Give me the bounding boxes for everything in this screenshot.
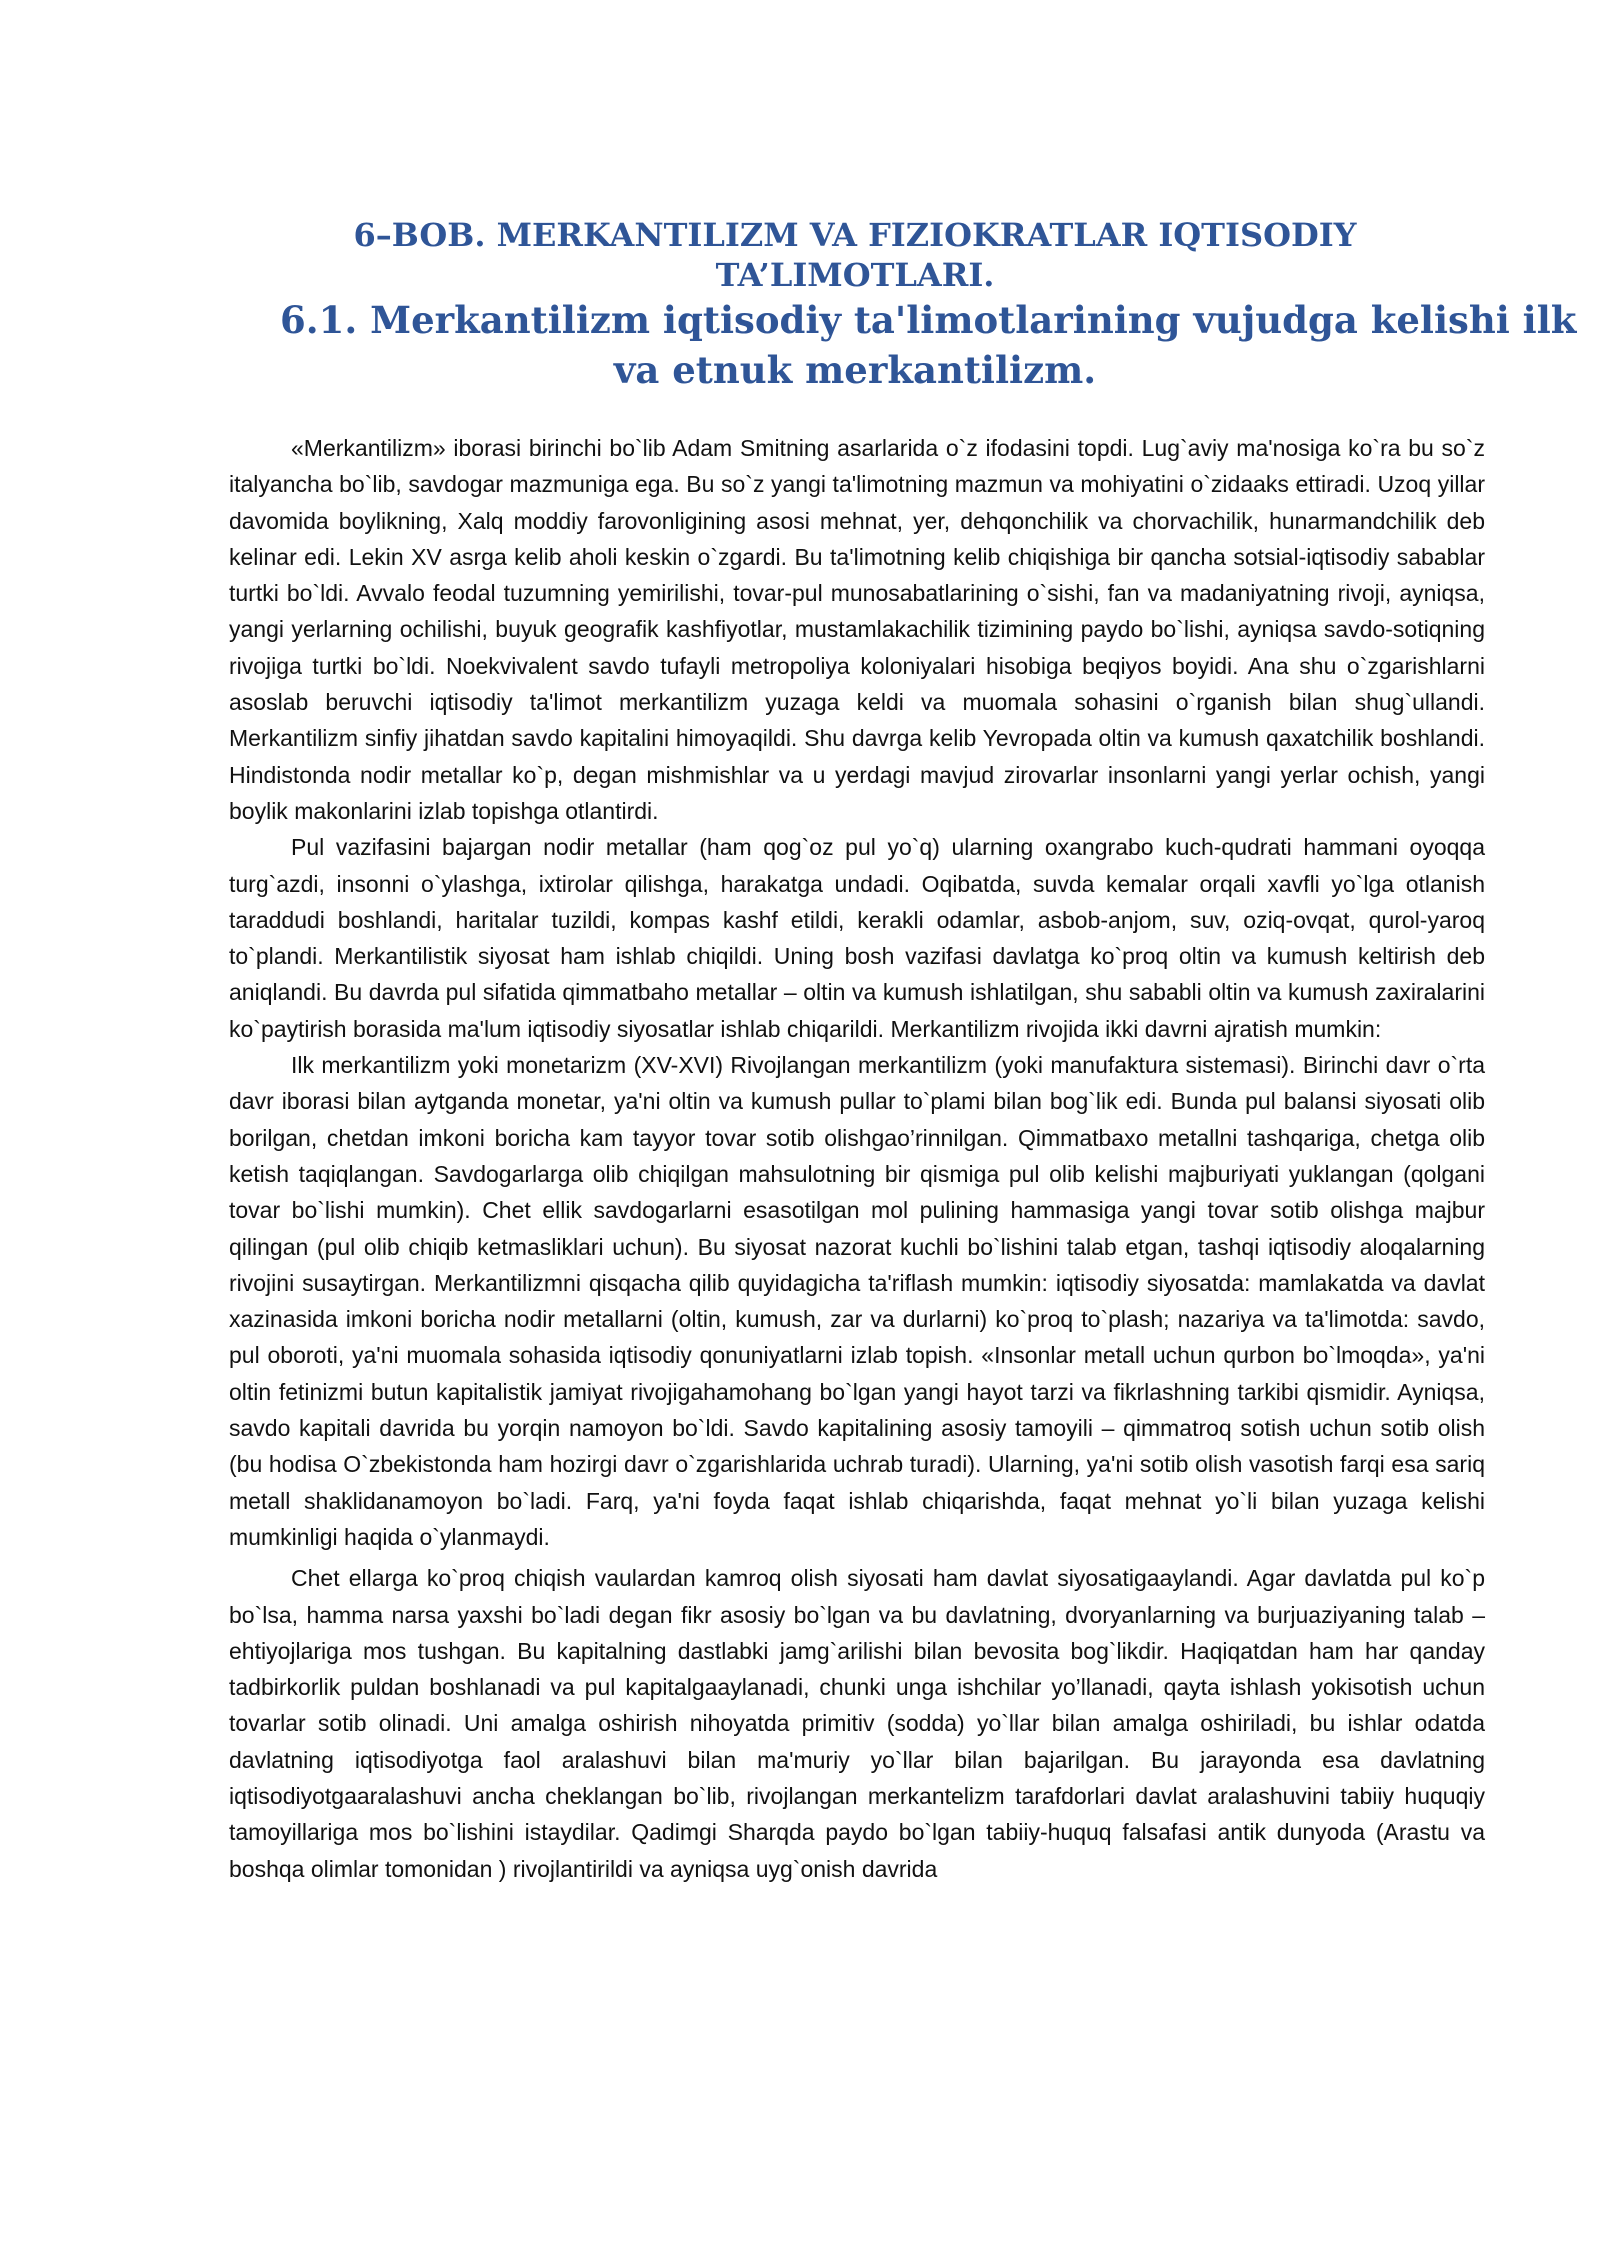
- paragraph: «Merkantilizm» iborasi birinchi bo`lib Adam Smitning asarlarida o`z ifodasini topdi. Lug`aviy ma'nosiga ko`ra bu so`z italyancha bo`lib, savdogar mazmuniga ega. Bu so`z yangi ta'limotning mazmun va mohiyatini o`zidaaks ettiradi. Uzoq yillar davomida boylikning, Xalq moddiy farovonligining asosi mehnat, yer, dehqonchilik va chorvachilik, hunarmandchilik deb kelinar edi. Lekin XV asrga kelib aholi keskin o`zgardi. Bu ta'limotning kelib chiqishiga bir qancha sotsial-iqtisodiy sabablar turtki bo`ldi. Avvalo feodal tuzumning yemirilishi, tovar-pul munosabatlarining o`sishi, fan va madaniyatning rivoji, ayniqsa, yangi yerlarning ochilishi, buyuk geografik kashfiyotlar, mustamlakachilik tizimining paydo bo`lishi, ayniqsa savdo-sotiqning rivojiga turtki bo`ldi. Noekvivalent savdo tufayli metropoliya koloniyalari hisobiga beqiyos boyidi. Ana shu o`zgarishlarni asoslab beruvchi iqtisodiy ta'limot merkantilizm yuzaga keldi va muomala sohasini o`rganish bilan shug`ullandi. Merkantilizm sinfiy jihatdan savdo kapitalini himoyaqildi. Shu davrga kelib Yevropada oltin va kumush qaxatchilik boshlandi. Hindistonda nodir metallar ko`p, degan mishmishlar va u yerdagi mavjud zirovarlar insonlarni yangi yerlar ochish, yangi boylik makonlarini izlab topishga otlantirdi.: [229, 435, 1485, 824]
- body-text: [229, 430, 1485, 1887]
- chapter-title-line-1: 6–BOB. MERKANTILIZM VA FIZIOKRATLAR IQTISODIY: [353, 216, 1357, 254]
- paragraph: Ilk merkantilizm yoki monetarizm (XV-XVI) Rivojlangan merkantilizm (yoki manufaktura sistemasi). Birinchi davr o`rta davr iborasi bilan aytganda monetar, ya'ni oltin va kumush pullar to`plami bilan bog`lik edi. Bunda pul balansi siyosati olib borilgan, chetdan imkoni boricha kam tayyor tovar sotib olishgao’rinnilgan. Qimmatbaxo metallni tashqariga, chetga olib ketish taqiqlangan. Savdogarlarga olib chiqilgan mahsulotning bir qismiga pul olib kelishi majburiyati yuklangan (qolgani tovar bo`lishi mumkin). Chet ellik savdogarlarni esasotilgan mol pulining hammasiga yangi tovar sotib olishga majbur qilingan (pul olib chiqib ketmasliklari uchun). Bu siyosat nazorat kuchli bo`lishini talab etgan, tashqi iqtisodiy aloqalarning rivojini susaytirgan. Merkantilizmni qisqacha qilib quyidagicha ta'riflash mumkin: iqtisodiy siyosatda: mamlakatda va davlat xazinasida imkoni boricha nodir metallarni (oltin, kumush, zar va durlarni) ko`proq to`plash; nazariya va ta'limotda: savdo, pul oboroti, ya'ni muomala sohasida iqtisodiy qonuniyatlarni izlab topish. «Insonlar metall uchun qurbon bo`lmoqda», ya'ni oltin fetinizmi butun kapitalistik jamiyat rivojigahamohang bo`lgan yangi hayot tarzi va fikrlashning tarkibi qismidir. Ayniqsa, savdo kapitali davrida bu yorqin namoyon bo`ldi. Savdo kapitalining asosiy tamoyili – qimmatroq sotish uchun sotib olish (bu hodisa O`zbekistonda ham hozirgi davr o`zgarishlarida uchrab turadi). Ularning, ya'ni sotib olish vasotish farqi esa sariq metall shaklidanamoyon bo`ladi. Farq, ya'ni foyda faqat ishlab chiqarishda, faqat mehnat yo`li bilan yuzaga kelishi mumkinligi haqida o`ylanmaydi.: [229, 1052, 1485, 1550]
- paragraph: Chet ellarga ko`proq chiqish vaulardan kamroq olish siyosati ham davlat siyosatigaaylandi. Agar davlatda pul ko`p bo`lsa, hamma narsa yaxshi bo`ladi degan fikr asosiy bo`lgan va bu davlatning, dvoryanlarning va burjuaziyaning talab – ehtiyojlariga mos tushgan. Bu kapitalning dastlabki jamg`arilishi bilan bevosita bog`likdir. Haqiqatdan ham har qanday tadbirkorlik puldan boshlanadi va pul kapitalgaaylanadi, chunki unga ishchilar yo’llanadi, qayta ishlash yokisotish uchun tovarlar sotib olinadi. Uni amalga oshirish nihoyatda primitiv (sodda) yo`llar bilan amalga oshiriladi, bu ishlar odatda davlatning iqtisodiyotga faol aralashuvi bilan ma'muriy yo`llar bilan bajarilgan. Bu jarayonda esa davlatning iqtisodiyotgaaralashuvi ancha cheklangan bo`lib, rivojlangan merkantelizm tarafdorlari davlat aralashuvini tabiiy huquqiy tamoyillariga mos bo`lishini istaydilar. Qadimgi Sharqda paydo bo`lgan tabiiy-huquq falsafasi antik dunyoda (Arastu va boshqa olimlar tomonidan ) rivojlantirildi va ayniqsa uyg`onish davrida: [229, 1565, 1485, 1882]
- section-title-line-1: 6.1. Merkantilizm iqtisodiy ta'limotlarining vujudga kelishi ilk: [280, 298, 1577, 342]
- chapter-title-line-2: TA’LIMOTLARI.: [715, 256, 995, 294]
- section-title-line-2: va etnuk merkantilizm.: [613, 348, 1097, 392]
- paragraph: Pul vazifasini bajargan nodir metallar (ham qog`oz pul yo`q) ularning oxangrabo kuch-qudrati hammani oyoqqa turg`azdi, insonni o`ylashga, ixtirolar qilishga, harakatga undadi. Oqibatda, suvda kemalar orqali xavfli yo`lga otlanish taraddudi boshlandi, haritalar tuzildi, kompas kashf etildi, kerakli odamlar, asbob-anjom, suv, oziq-ovqat, qurol-yaroq to`plandi. Merkantilistik siyosat ham ishlab chiqildi. Uning bosh vazifasi davlatga ko`proq oltin va kumush keltirish deb aniqlandi. Bu davrda pul sifatida qimmatbaho metallar – oltin va kumush ishlatilgan, shu sababli oltin va kumush zaxiralarini ko`paytirish borasida ma'lum iqtisodiy siyosatlar ishlab chiqarildi. Merkantilizm rivojida ikki davrni ajratish mumkin:: [229, 834, 1485, 1042]
- chapter-heading: [280, 215, 1577, 395]
